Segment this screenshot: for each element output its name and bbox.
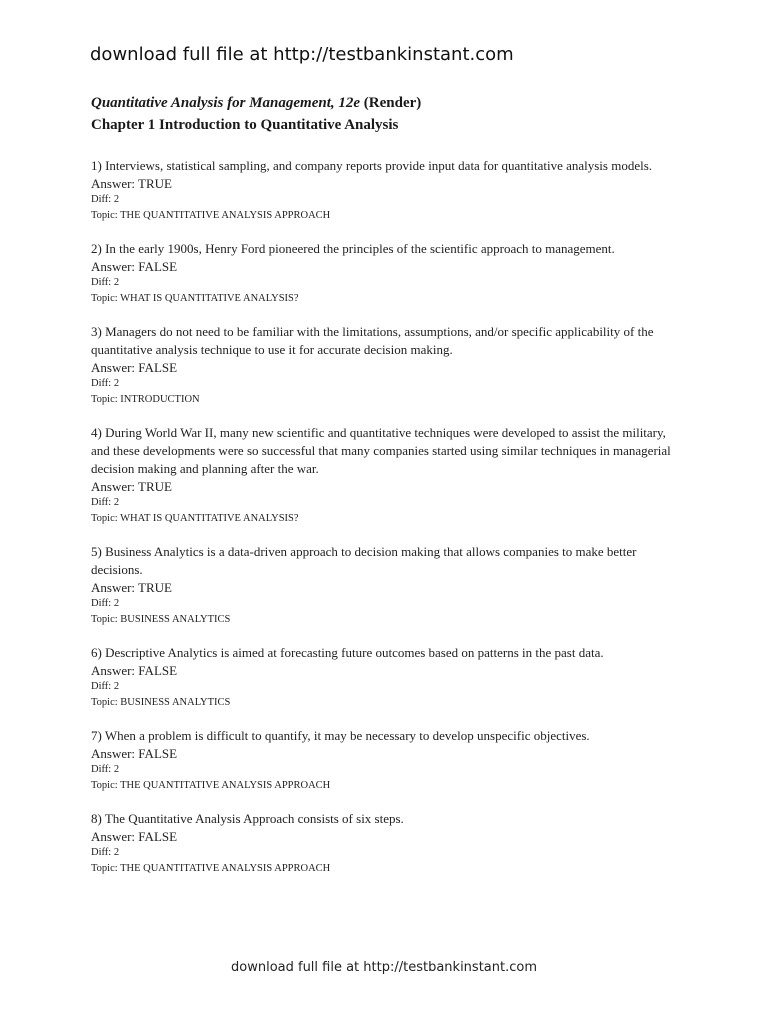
- question-difficulty: Diff: 2: [91, 847, 120, 858]
- question-answer: Answer: FALSE: [91, 663, 178, 678]
- question-item: [91, 810, 681, 877]
- question-text: 2) In the early 1900s, Henry Ford pioneered the principles of the scientific approach to management.: [91, 241, 615, 256]
- question-answer: Answer: FALSE: [91, 829, 178, 844]
- question-item: [91, 157, 681, 224]
- question-topic: Topic: THE QUANTITATIVE ANALYSIS APPROACH: [91, 863, 331, 874]
- question-text: 5) Business Analytics is a data-driven approach to decision making that allows companies to make better decisions.: [91, 544, 637, 577]
- question-answer: Answer: FALSE: [91, 360, 178, 375]
- question-topic: Topic: BUSINESS ANALYTICS: [91, 697, 231, 708]
- book-title-line: [91, 95, 421, 112]
- question-item: [91, 727, 681, 794]
- question-difficulty: Diff: 2: [91, 681, 120, 692]
- question-text: 7) When a problem is difficult to quantify, it may be necessary to develop unspecific objectives.: [91, 728, 590, 743]
- question-item: [91, 543, 681, 628]
- question-answer: Answer: TRUE: [91, 479, 173, 494]
- question-topic: Topic: THE QUANTITATIVE ANALYSIS APPROACH: [91, 780, 331, 791]
- question-list: [91, 157, 681, 893]
- question-text: 4) During World War II, many new scientific and quantitative techniques were developed to assist the military, and these developments were so successful that many companies started using similar techniques in managerial decision making and planning after the war.: [91, 425, 671, 476]
- question-difficulty: Diff: 2: [91, 598, 120, 609]
- download-banner: download full file at http://testbankinstant.com: [90, 44, 514, 65]
- question-difficulty: Diff: 2: [91, 194, 120, 205]
- question-topic: Topic: WHAT IS QUANTITATIVE ANALYSIS?: [91, 513, 299, 524]
- question-text: 3) Managers do not need to be familiar with the limitations, assumptions, and/or specific applicability of the quantitative analysis technique to use it for accurate decision making.: [91, 324, 654, 357]
- question-difficulty: Diff: 2: [91, 497, 120, 508]
- book-title: Quantitative Analysis for Management, 12e: [91, 95, 361, 111]
- question-answer: Answer: TRUE: [91, 580, 173, 595]
- book-author: (Render): [363, 95, 422, 111]
- question-text: 8) The Quantitative Analysis Approach consists of six steps.: [91, 811, 404, 826]
- question-topic: Topic: THE QUANTITATIVE ANALYSIS APPROACH: [91, 210, 331, 221]
- question-difficulty: Diff: 2: [91, 764, 120, 775]
- question-difficulty: Diff: 2: [91, 378, 120, 389]
- question-topic: Topic: BUSINESS ANALYTICS: [91, 614, 231, 625]
- question-text: 1) Interviews, statistical sampling, and company reports provide input data for quantitative analysis models.: [91, 158, 653, 173]
- question-answer: Answer: TRUE: [91, 176, 173, 191]
- question-answer: Answer: FALSE: [91, 746, 178, 761]
- question-item: [91, 644, 681, 711]
- question-item: [91, 240, 681, 307]
- question-difficulty: Diff: 2: [91, 277, 120, 288]
- download-footer: download full file at http://testbankinstant.com: [231, 960, 537, 975]
- question-answer: Answer: FALSE: [91, 259, 178, 274]
- question-item: [91, 323, 681, 408]
- question-text: 6) Descriptive Analytics is aimed at forecasting future outcomes based on patterns in the past data.: [91, 645, 604, 660]
- question-item: [91, 424, 681, 527]
- chapter-title: Chapter 1 Introduction to Quantitative Analysis: [91, 117, 399, 133]
- question-topic: Topic: INTRODUCTION: [91, 394, 200, 405]
- question-topic: Topic: WHAT IS QUANTITATIVE ANALYSIS?: [91, 293, 299, 304]
